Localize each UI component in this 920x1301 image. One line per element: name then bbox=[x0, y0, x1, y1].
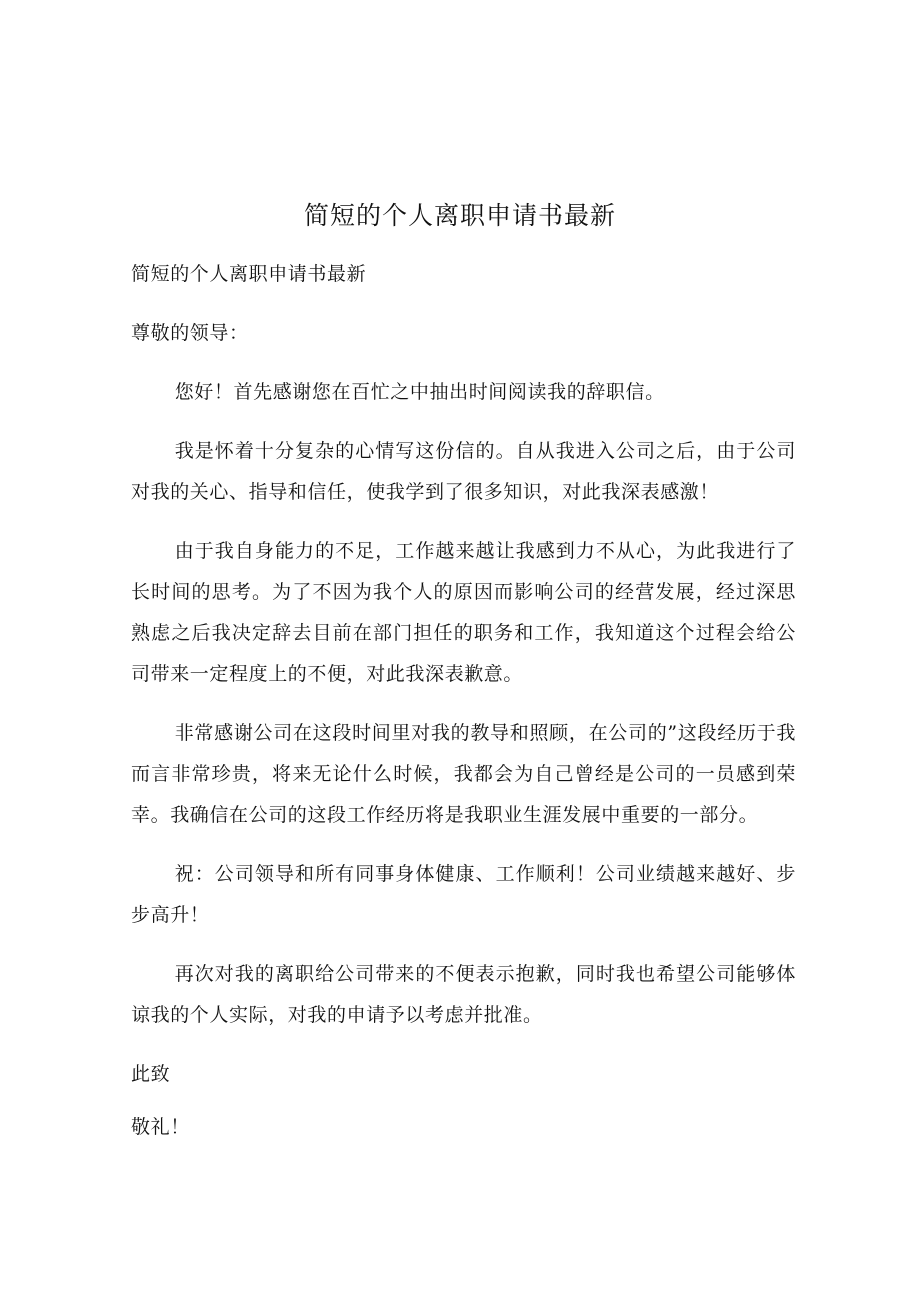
closing-line-1: 此致 bbox=[131, 1063, 171, 1085]
salutation: 尊敬的领导： bbox=[131, 322, 249, 344]
paragraph-apology: 再次对我的离职给公司带来的不便表示抱歉，同时我也希望公司能够体谅我的个人实际，对我的申请予以考虑并批准。 bbox=[131, 963, 796, 1026]
paragraph-greeting: 您好！首先感谢您在百忙之中抽出时间阅读我的辞职信。 bbox=[174, 381, 665, 403]
closing-line-2: 敬礼！ bbox=[131, 1116, 190, 1138]
paragraph-reason: 由于我自身能力的不足，工作越来越让我感到力不从心，为此我进行了长时间的思考。为了不因为我个人的原因而影响公司的经营发展，经过深思熟虑之后我决定辞去目前在部门担任的职务和工作，我知道这个过程会给公司带来一定程度上的不便，对此我深表歉意。 bbox=[131, 540, 796, 685]
document-subtitle: 简短的个人离职申请书最新 bbox=[131, 263, 367, 285]
paragraph-wishes: 祝：公司领导和所有同事身体健康、工作顺利！公司业绩越来越好、步步高升！ bbox=[131, 863, 796, 926]
document-title: 简短的个人离职申请书最新 bbox=[303, 201, 616, 230]
paragraph-gratitude: 我是怀着十分复杂的心情写这份信的。自从我进入公司之后，由于公司对我的关心、指导和信任，使我学到了很多知识，对此我深表感激！ bbox=[131, 440, 796, 503]
document-body bbox=[131, 254, 796, 1160]
paragraph-thanks: 非常感谢公司在这段时间里对我的教导和照顾，在公司的”这段经历于我而言非常珍贵，将来无论什么时候，我都会为自己曾经是公司的一员感到荣幸。我确信在公司的这段工作经历将是我职业生涯发展中重要的一部分。 bbox=[131, 722, 796, 826]
